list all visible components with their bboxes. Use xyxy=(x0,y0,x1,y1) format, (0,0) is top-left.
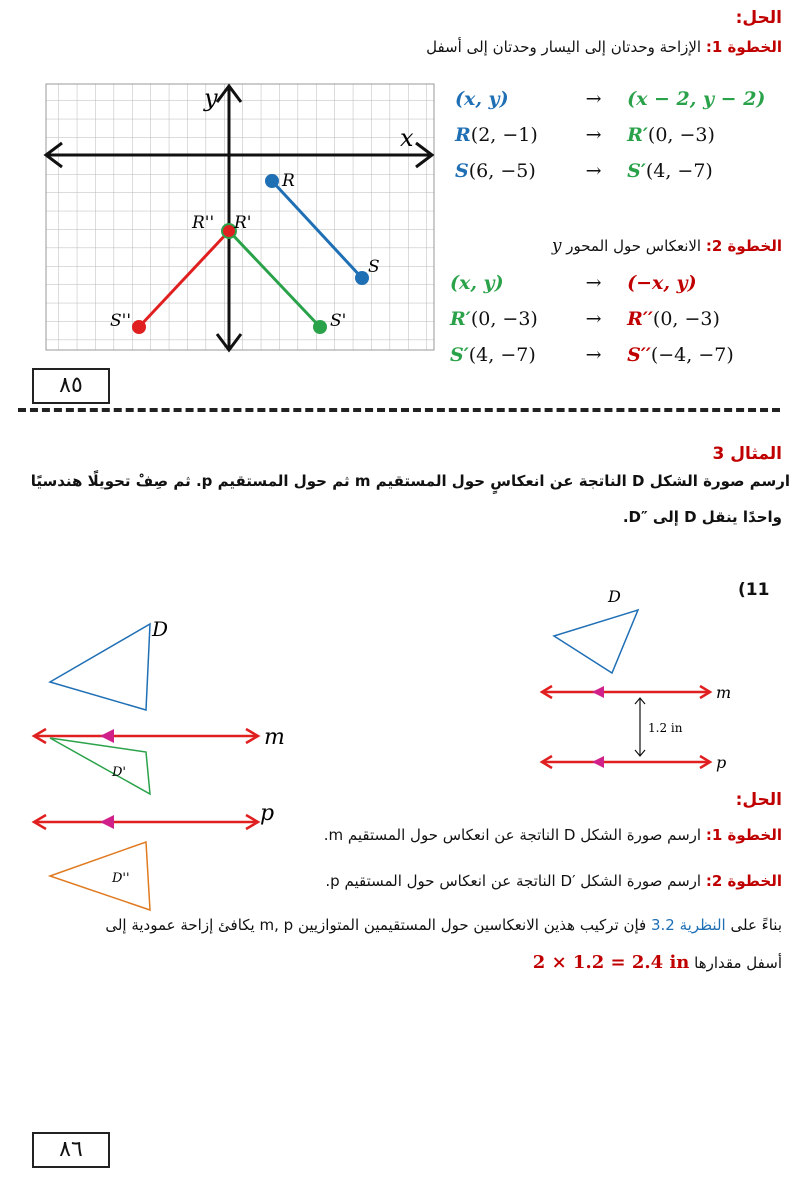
page-number-85: ٨٥ xyxy=(32,368,110,404)
table1-row-1 xyxy=(455,124,785,160)
point-coords: (0, −3) xyxy=(652,308,720,330)
distance-label: 1.2 in xyxy=(648,721,683,735)
label-m: m xyxy=(264,725,285,750)
step2-var: y xyxy=(551,236,562,256)
step2-line xyxy=(552,236,782,256)
label-R: R xyxy=(282,171,295,191)
label-D: D xyxy=(152,620,169,641)
label-Dpp: D'' xyxy=(112,871,130,886)
point-coords: (6, −5) xyxy=(468,160,536,182)
step1-text: الإزاحة وحدتان إلى اليسار وحدتان إلى أسفل xyxy=(426,38,702,56)
solution-label-1: الحل: xyxy=(735,8,782,28)
conclusion-line-2 xyxy=(533,952,782,973)
line-m-marker xyxy=(592,686,604,698)
table2-row-1 xyxy=(450,308,790,344)
y-axis-label: y xyxy=(204,84,218,112)
translation-table xyxy=(455,88,785,196)
line-m-marker xyxy=(100,729,114,743)
label-Sp: S' xyxy=(330,311,347,331)
point-coords: (−4, −7) xyxy=(650,344,734,366)
point-name: R′ xyxy=(627,124,648,146)
triangle-D xyxy=(554,610,638,673)
label-Rp: R' xyxy=(234,213,252,233)
table1-right: (x − 2, y − 2) xyxy=(627,88,766,110)
conclusion-pre: بناءً على xyxy=(730,916,782,934)
point-name: S′ xyxy=(627,160,646,182)
page-number-86: ٨٦ xyxy=(32,1132,110,1168)
ex-step1-line xyxy=(324,826,782,844)
point-coords: (4, −7) xyxy=(645,160,713,182)
x-axis-label: x xyxy=(400,124,414,152)
step2-label: الخطوة 2: xyxy=(705,237,782,255)
point-name: R′′ xyxy=(627,308,653,330)
ex-step1-text: ارسم صورة الشكل D الناتجة عن انعكاس حول المستقيم m. xyxy=(323,826,702,844)
label-p: p xyxy=(716,753,727,772)
table2-left: (x, y) xyxy=(450,272,504,294)
label-m: m xyxy=(716,683,732,702)
conclusion-line2-text: أسفل مقدارها xyxy=(694,954,782,972)
step1-label: الخطوة 1: xyxy=(705,38,782,56)
point-name: R xyxy=(455,124,471,146)
point-R xyxy=(265,174,279,188)
ex-step2-line xyxy=(325,872,782,890)
label-D: D xyxy=(608,587,621,606)
table2-row-0 xyxy=(450,272,790,308)
point-name: S′ xyxy=(450,344,469,366)
problem-number: (11 xyxy=(738,580,770,600)
theorem-link[interactable]: النظرية 3.2 xyxy=(651,916,726,934)
point-coords: (4, −7) xyxy=(468,344,536,366)
point-Spp xyxy=(132,320,146,334)
line-p-marker xyxy=(100,815,114,829)
line-p-marker xyxy=(592,756,604,768)
table1-row-2 xyxy=(455,160,785,196)
label-p: p xyxy=(260,801,275,826)
arrow: → xyxy=(585,88,602,110)
conclusion-line xyxy=(12,916,782,934)
arrow: → xyxy=(585,308,602,330)
dashed-separator xyxy=(18,408,780,412)
point-Sp xyxy=(313,320,327,334)
arrow: → xyxy=(585,160,602,182)
conclusion-post: فإن تركيب هذين الانعكاسين حول المستقيمين المتوازيين m, p يكافئ إزاحة عمودية إلى xyxy=(105,916,647,934)
label-Spp: S'' xyxy=(110,311,131,331)
table2-right: (−x, y) xyxy=(627,272,697,294)
solution-figure xyxy=(28,620,308,920)
ex-step1-label: الخطوة 1: xyxy=(705,826,782,844)
table1-left: (x, y) xyxy=(455,88,509,110)
problem-line-2: واحدًا ينقل D إلى ″D. xyxy=(622,508,782,526)
label-S: S xyxy=(368,257,380,277)
coordinate-graph xyxy=(40,82,440,354)
step1-line xyxy=(426,38,782,56)
arrow: → xyxy=(585,344,602,366)
point-coords: (0, −3) xyxy=(470,308,538,330)
triangle-Dp xyxy=(50,738,150,794)
reflection-table xyxy=(450,272,790,380)
point-coords: (2, −1) xyxy=(470,124,538,146)
problem-figure xyxy=(530,556,755,786)
point-name: R′ xyxy=(450,308,471,330)
problem-line-1: ارسم صورة الشكل D الناتجة عن انعكاسٍ حول المستقيم m ثم حول المستقيم p. ثم صِفْ تحويلًا هندسيًا xyxy=(30,472,790,490)
point-name: S xyxy=(455,160,469,182)
example-title: المثال 3 xyxy=(712,444,782,464)
solution-label-2: الحل: xyxy=(735,790,782,810)
result-value: 2 × 1.2 = 2.4 in xyxy=(532,952,690,973)
arrow: → xyxy=(585,124,602,146)
point-name: S′′ xyxy=(627,344,651,366)
point-S xyxy=(355,271,369,285)
triangle-D xyxy=(50,624,150,710)
label-Rpp: R'' xyxy=(192,213,215,233)
label-Dp: D' xyxy=(112,765,126,780)
arrow: → xyxy=(585,272,602,294)
ex-step2-text: ارسم صورة الشكل ′D الناتجة عن انعكاس حول المستقيم p. xyxy=(325,872,702,890)
step2-text: الانعكاس حول المحور xyxy=(566,237,702,255)
table1-row-0 xyxy=(455,88,785,124)
table2-row-2 xyxy=(450,344,790,380)
point-coords: (0, −3) xyxy=(647,124,715,146)
triangle-Dpp xyxy=(50,842,150,910)
ex-step2-label: الخطوة 2: xyxy=(705,872,782,890)
